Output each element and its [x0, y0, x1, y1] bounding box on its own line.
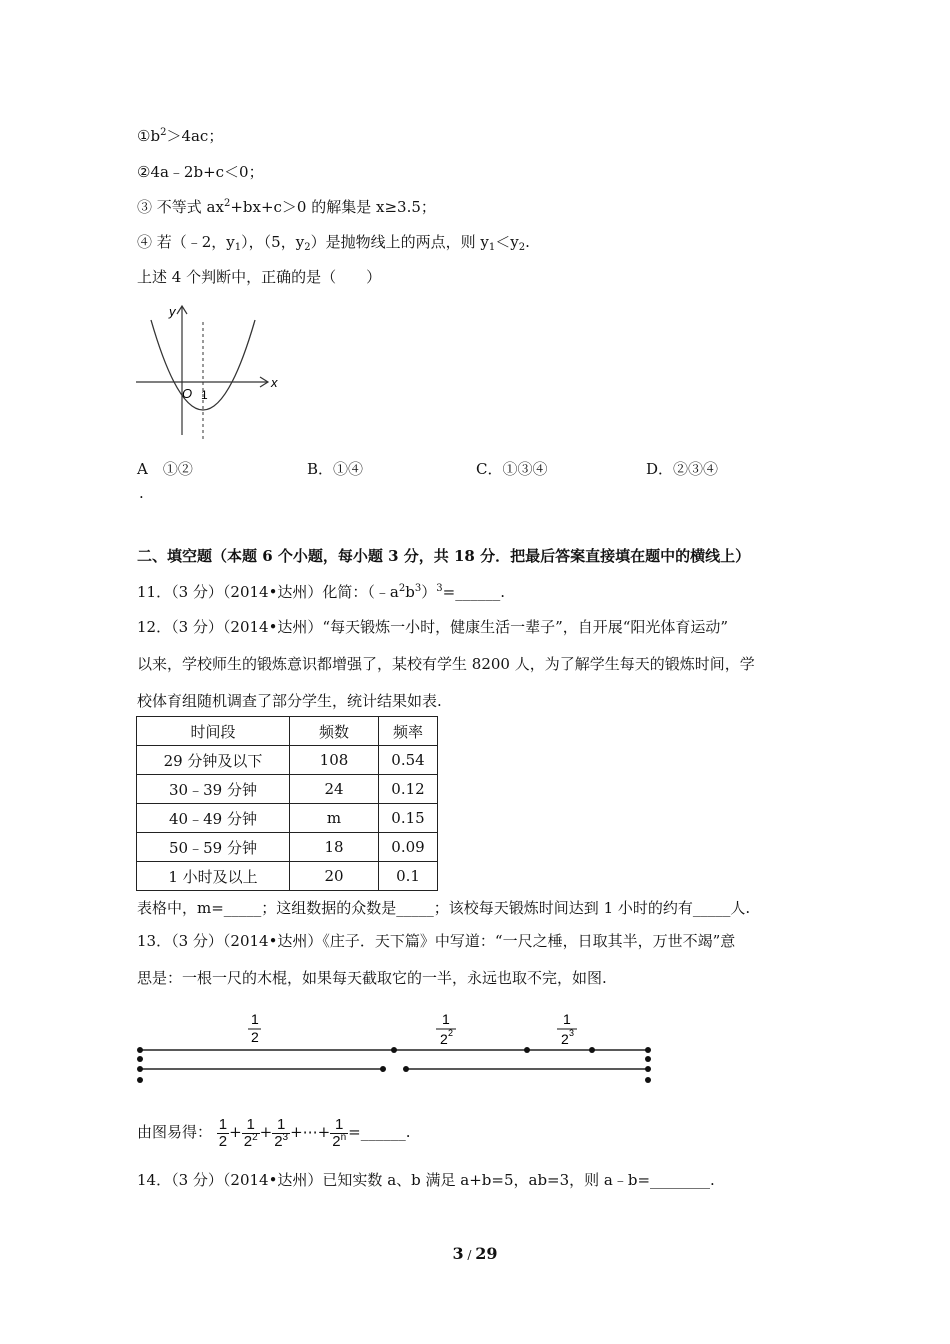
table-cell: 0.12: [379, 775, 438, 804]
table-row: [137, 833, 438, 862]
table-cell: 20: [290, 862, 379, 891]
label-quarter-den: 2: [440, 1031, 448, 1047]
option-b: B．①④: [307, 460, 364, 478]
table-row: [137, 804, 438, 833]
question-prompt: 上述 4 个判断中，正确的是（ ）: [137, 268, 382, 286]
option-d: D．②③④: [646, 460, 719, 478]
option-a: A ①②: [137, 460, 193, 478]
header-rate: 频率: [379, 717, 438, 746]
table-cell: 29 分钟及以下: [137, 746, 290, 775]
statement-1: $①b^2>4ac$；: [137, 127, 224, 145]
label-eighth-den: 2: [561, 1031, 569, 1047]
table-cell: 30﹣39 分钟: [137, 775, 290, 804]
table-cell: m: [290, 804, 379, 833]
table-header-row: [137, 717, 438, 746]
label-quarter-num: 1: [442, 1011, 450, 1027]
y-label: y: [169, 304, 176, 319]
tick-label: 1: [201, 388, 208, 402]
table-cell: 0.09: [379, 833, 438, 862]
table-cell: 24: [290, 775, 379, 804]
page-number: 3 / 29: [452, 1244, 498, 1263]
table-cell: 108: [290, 746, 379, 775]
label-eighth-num: 1: [563, 1011, 571, 1027]
label-quarter-exp: 2: [448, 1028, 454, 1038]
frequency-table: [136, 716, 438, 891]
label-half-den: 2: [251, 1029, 259, 1045]
x-label: x: [271, 375, 278, 390]
formula-prefix: 由图易得：: [137, 1123, 213, 1141]
series-formula: 由图易得： $\frac{1}{2}$ + $\frac{1}{2^2}$ + $\frac{1}{2^3}$ +⋯+ $\frac{1}{2^n}$ =______.: [137, 1115, 411, 1150]
question-12-line-1: 12．（3 分）（2014•达州）“每天锻炼一小时，健康生活一辈子”，自开展“阳光体育运动”: [137, 618, 729, 636]
table-row: [137, 862, 438, 891]
option-a-dot: .: [139, 484, 144, 502]
option-c: C．①③④: [476, 460, 548, 478]
fraction-n: $\frac{1}{2^n}$: [332, 1115, 347, 1150]
header-count: 频数: [290, 717, 379, 746]
parabola-graph: [130, 300, 290, 445]
table-cell: 0.54: [379, 746, 438, 775]
question-13-line-1: 13．（3 分）（2014•达州）《庄子．天下篇》中写道：“一尺之棰，日取其半，万世不竭”意: [137, 932, 736, 950]
formula-suffix: =______.: [348, 1123, 411, 1141]
stick-points: [137, 1047, 651, 1083]
table-cell: 0.15: [379, 804, 438, 833]
statement-2: ②4a﹣2b+c＜0；: [137, 163, 264, 181]
question-12-line-3: 校体育组随机调查了部分学生，统计结果如表.: [137, 692, 442, 710]
header-time: 时间段: [137, 717, 290, 746]
question-11: 11．（3 分）（2014•达州）化简：$(﹣a^2b^3)^3=\_\_\_\_\_\_$.: [137, 583, 505, 601]
section-title: 二、填空题（本题 6 个小题，每小题 3 分，共 18 分．把最后答案直接填在题中的横线上）: [137, 547, 751, 565]
label-half-num: 1: [251, 1011, 259, 1027]
question-14: 14．（3 分）（2014•达州）已知实数 a、b 满足 a+b=5，ab=3，则 a﹣b=________.: [137, 1171, 715, 1189]
table-row: [137, 775, 438, 804]
table-cell: 1 小时及以上: [137, 862, 290, 891]
label-eighth-exp: 3: [569, 1028, 575, 1038]
stick-figure: [130, 1005, 660, 1090]
statement-3: ③ 不等式 $ax^2+bx+c>0$ 的解集是 x≥3.5；: [137, 198, 436, 216]
question-12-answer-line: 表格中，m=_____；这组数据的众数是_____；该校每天锻炼时间达到 1 小时的约有_____人.: [137, 899, 751, 917]
fraction-1: $\frac{1}{2}$: [218, 1115, 228, 1150]
table-cell: 50﹣59 分钟: [137, 833, 290, 862]
question-12-line-2: 以来，学校师生的锻炼意识都增强了，某校有学生 8200 人，为了解学生每天的锻炼时间，学: [137, 655, 755, 673]
question-13-line-2: 思是：一根一尺的木棍，如果每天截取它的一半，永远也取不完，如图.: [137, 969, 607, 987]
table-cell: 40﹣49 分钟: [137, 804, 290, 833]
table-cell: 0.1: [379, 862, 438, 891]
fraction-3: $\frac{1}{2^3}$: [274, 1115, 289, 1150]
origin-label: O: [182, 386, 193, 401]
fraction-2: $\frac{1}{2^2}$: [243, 1115, 258, 1150]
statement-4: ④ 若（﹣2，$y_1$），（5，$y_2$）是抛物线上的两点，则 $y_1<y_2$.: [137, 233, 530, 253]
table-cell: 18: [290, 833, 379, 862]
table-row: [137, 746, 438, 775]
